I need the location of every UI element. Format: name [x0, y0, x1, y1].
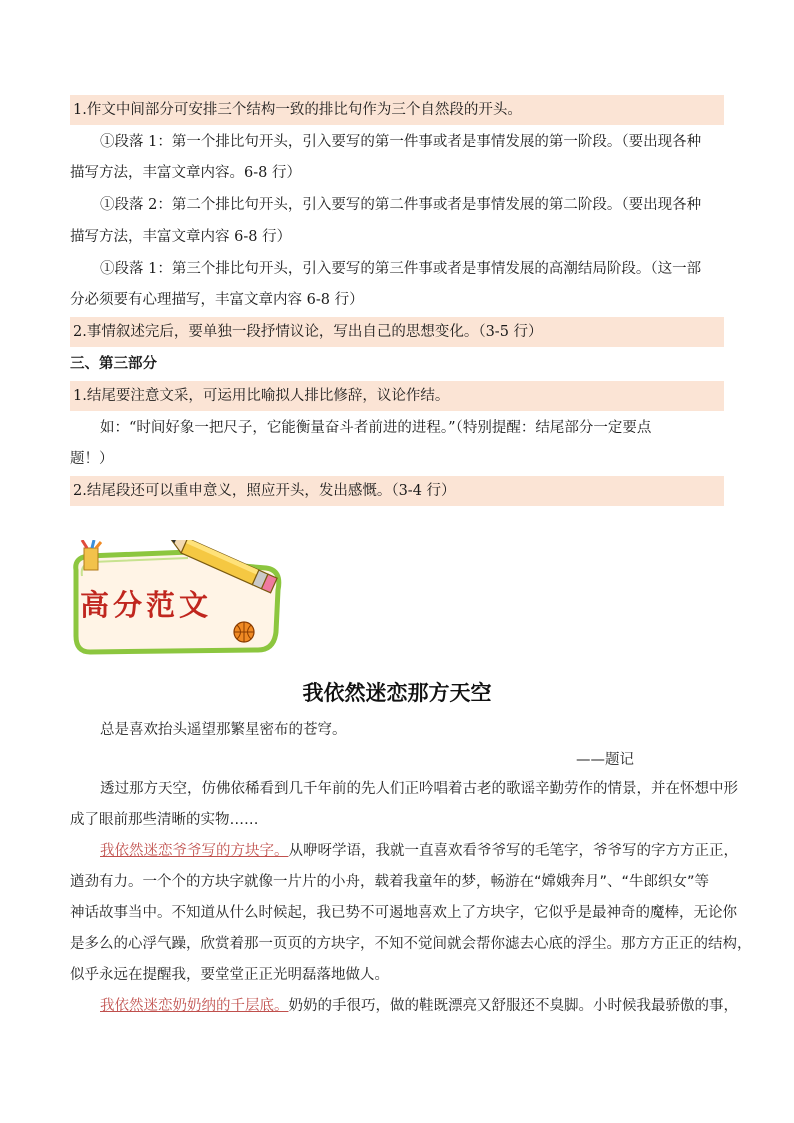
paragraph-3-guide-line-2: 分必须要有心理描写，丰富文章内容 6-8 行）	[70, 292, 364, 308]
model-essay-badge-text: 高分范文	[80, 588, 213, 622]
paragraph-2-guide-line-2: 描写方法，丰富文章内容 6-8 行）	[70, 229, 292, 245]
essay-body	[70, 715, 752, 1022]
paragraph-3-guide-line-1: ①段落 1：第三个排比句开头，引入要写的第三件事或者是事情发展的高潮结局阶段。（这一部	[100, 261, 702, 277]
outline-point-2: 2.事情叙述完后，要单独一段抒情议论，写出自己的思想变化。（3-5 行）	[70, 317, 724, 347]
essay-paragraph-2-line-1	[70, 836, 738, 867]
ending-example-line-2: 题！）	[70, 451, 114, 467]
epigraph: 总是喜欢抬头遥望那繁星密布的苍穹。	[100, 722, 347, 738]
paragraph-1-guide-line-1: ①段落 1：第一个排比句开头，引入要写的第一件事或者是事情发展的第一阶段。（要出现各种	[100, 134, 702, 150]
essay-paragraph-1-line-1: 透过那方天空，仿佛依稀看到几千年前的先人们正吟唱着古老的歌谣辛勤劳作的情景，并在怀想中形	[100, 781, 738, 797]
essay-paragraph-1-line-2: 成了眼前那些清晰的实物……	[70, 812, 259, 828]
ending-example-line-1: 如：“时间好象一把尺子，它能衡量奋斗者前进的进程。”（特别提醒：结尾部分一定要点	[100, 420, 652, 436]
essay-paragraph-2-line-5: 似乎永远在提醒我，要堂堂正正光明磊落地做人。	[70, 967, 389, 983]
outline-point-1: 1.作文中间部分可安排三个结构一致的排比句作为三个自然段的开头。	[70, 95, 724, 125]
paragraph-2-topic-sentence: 我依然迷恋爷爷写的方块字。	[100, 843, 289, 859]
section-3-heading: 三、第三部分	[70, 355, 157, 372]
paragraph-2-guide-line-1: ①段落 2：第二个排比句开头，引入要写的第二件事或者是事情发展的第二阶段。（要出现各种	[100, 197, 702, 213]
essay-title: 我依然迷恋那方天空	[302, 681, 492, 705]
paragraph-2-text: 从咿呀学语，我就一直喜欢看爷爷写的毛笔字，爷爷写的字方方正正，	[288, 843, 738, 859]
essay-paragraph-2-line-4: 是多么的心浮气躁，欣赏着那一页页的方块字，不知不觉间就会帮你滤去心底的浮尘。那方方正正的结构，	[70, 936, 752, 952]
pencil-cup-icon	[82, 540, 101, 570]
essay-paragraph-2-line-3: 神话故事当中。不知道从什么时候起，我已势不可遏地喜欢上了方块字，它似乎是最神奇的魔棒，无论你	[70, 905, 737, 921]
essay-paragraph-2-line-2: 遒劲有力。一个个的方块字就像一片片的小舟，载着我童年的梦，畅游在“嫦娥奔月”、“牛郎织女”等	[70, 874, 710, 890]
essay-paragraph-3-line-1	[70, 991, 738, 1022]
paragraph-1-guide-line-2: 描写方法，丰富文章内容。6-8 行）	[70, 165, 301, 181]
paragraph-3-text: 奶奶的手很巧，做的鞋既漂亮又舒服还不臭脚。小时候我最骄傲的事，	[288, 998, 738, 1014]
paragraph-3-topic-sentence: 我依然迷恋奶奶纳的千层底。	[100, 998, 289, 1014]
epigraph-attribution: ——题记	[576, 752, 634, 768]
ending-point-1: 1.结尾要注意文采，可运用比喻拟人排比修辞，议论作结。	[70, 381, 724, 411]
ending-point-2: 2.结尾段还可以重申意义，照应开头，发出感慨。（3-4 行）	[70, 476, 724, 506]
basketball-icon	[234, 622, 254, 642]
